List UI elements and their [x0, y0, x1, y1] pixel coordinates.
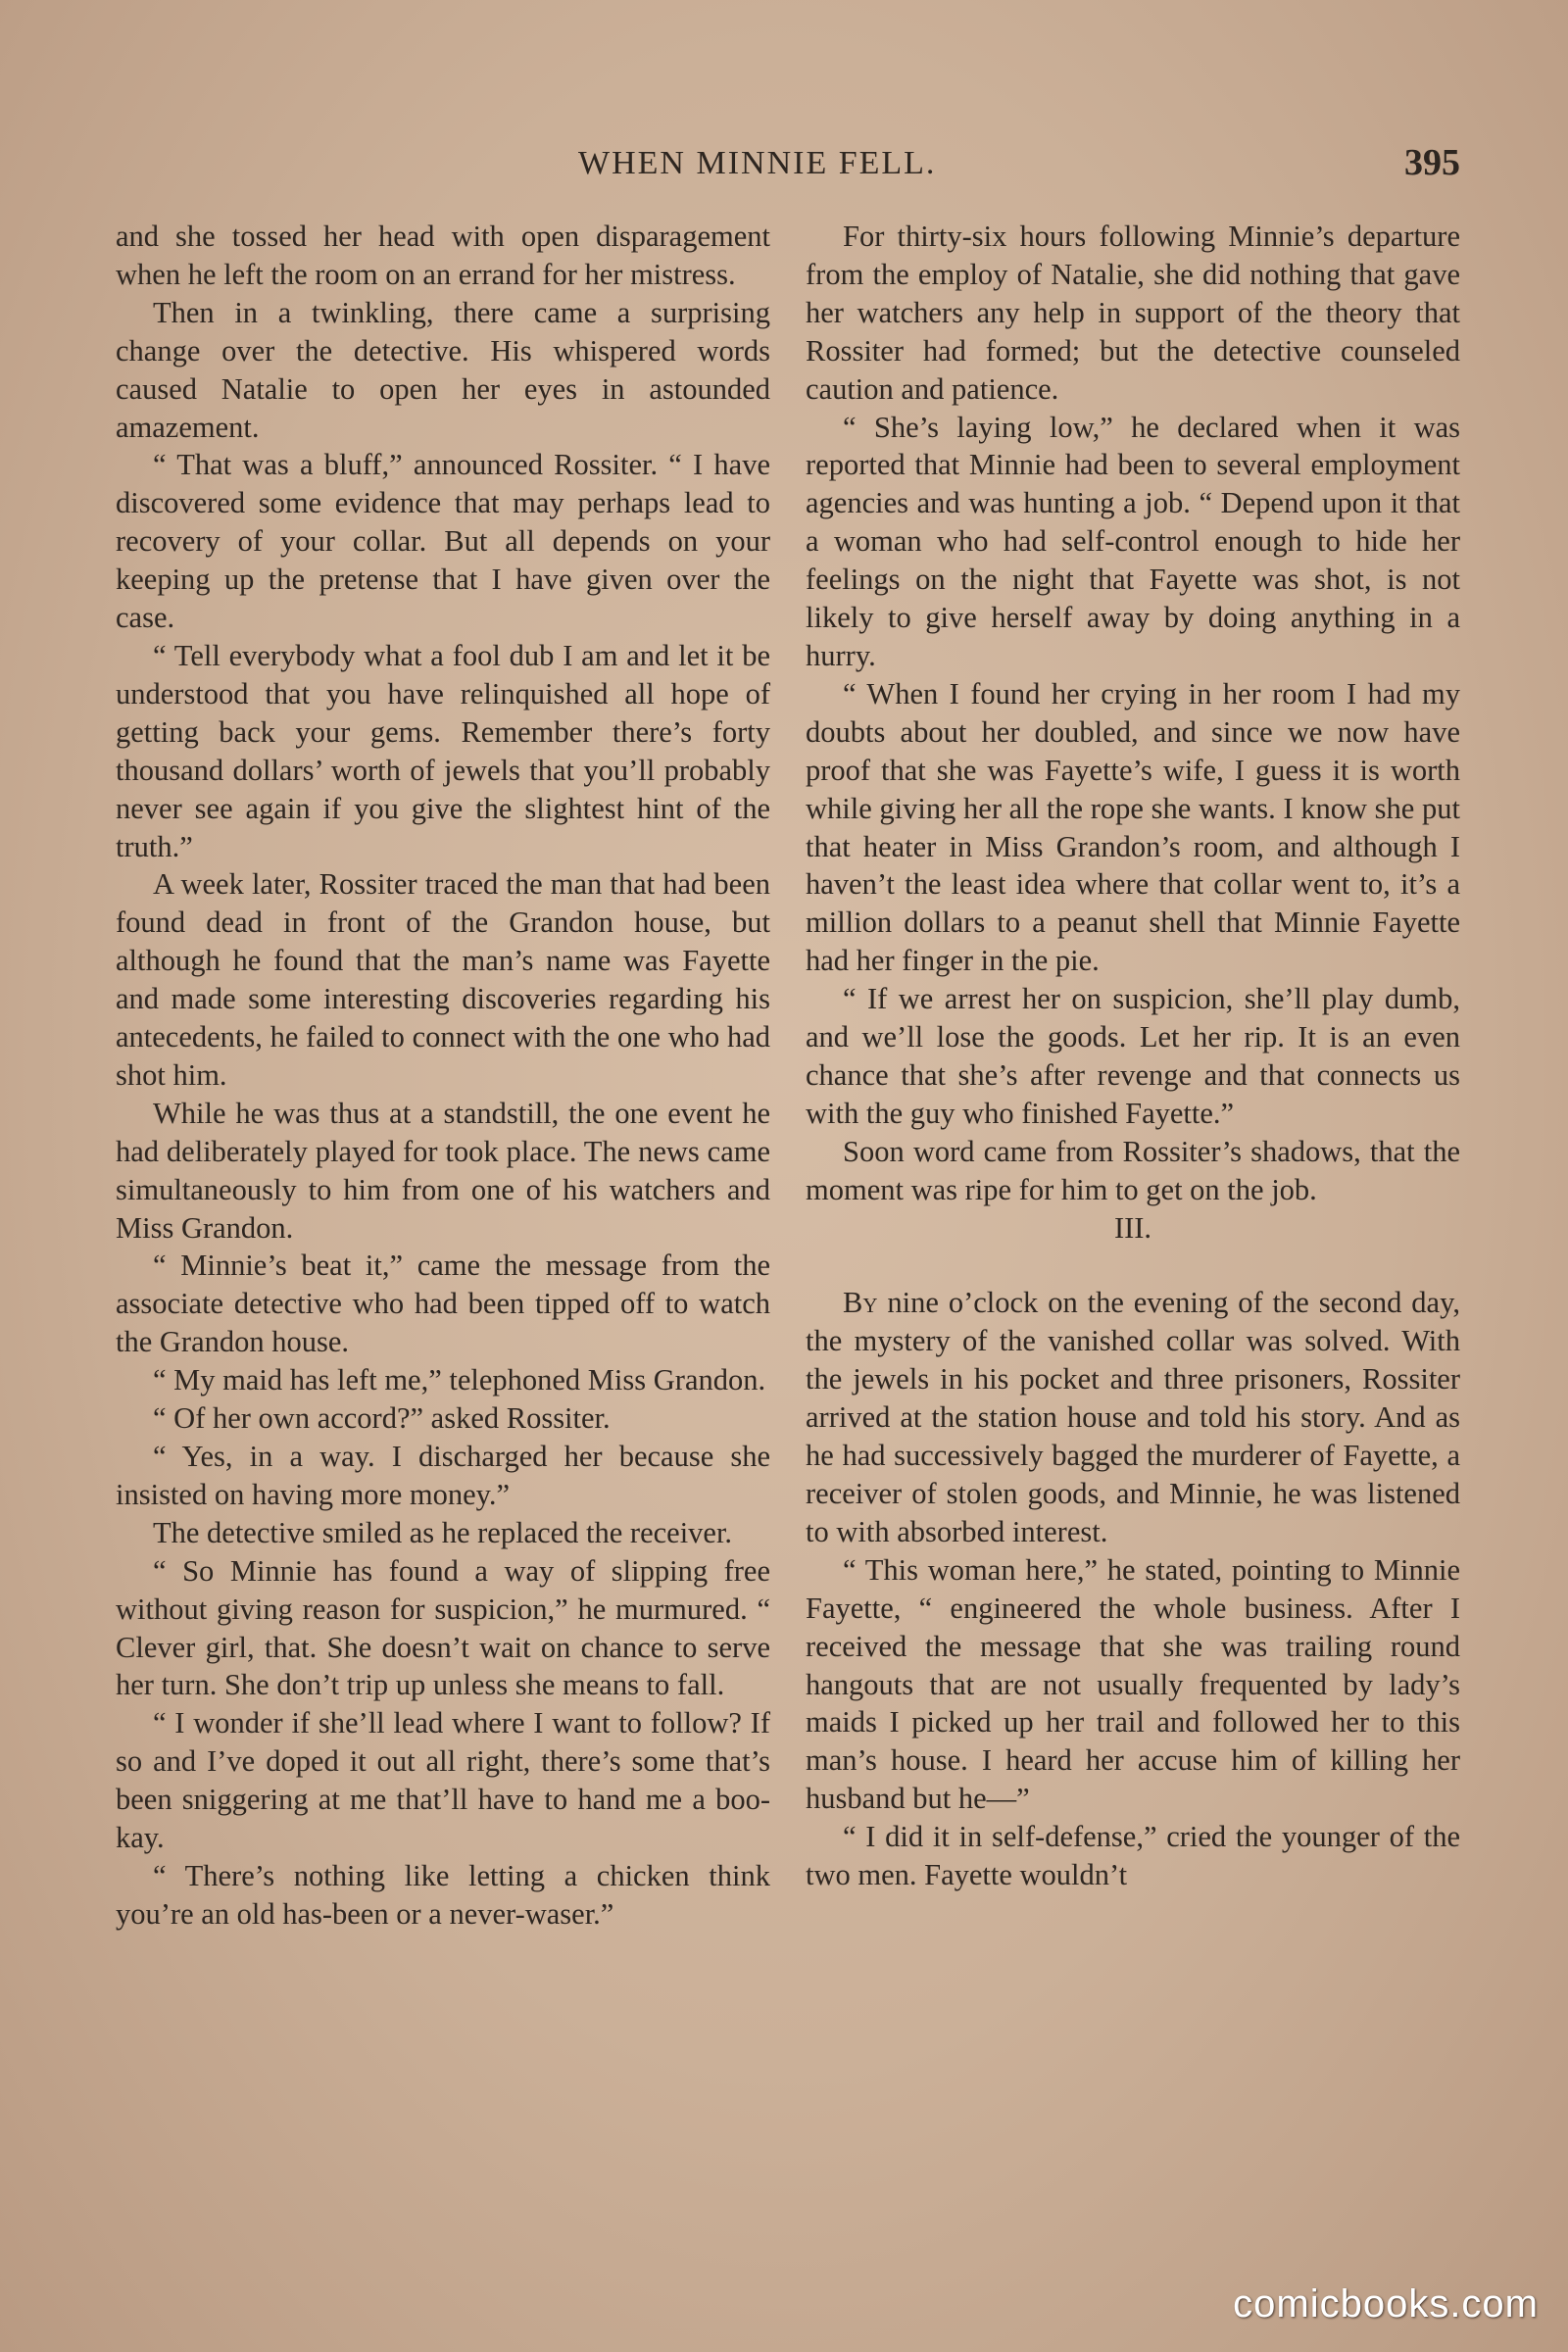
paragraph: “ My maid has left me,” telephoned Miss Grandon.	[153, 1363, 766, 1397]
paragraph: “ She’s laying low,” he declared when it was reported that Minnie had been to several employment agencies and was hunting a job. “ Depend upon it that a woman who had self-control enough to hide her feelings on the night that Fayette was shot, is not likely to give herself away by doing anything in a hurry.	[806, 410, 1460, 672]
paragraph: “ This woman here,” he stated, pointing to Minnie Fayette, “ engineered the whole business. After I received the message that she was trailing round hangouts that are not usually frequented by lady’s maids I picked up her trail and followed her to this man’s house. I heard her accuse him of killing her husband but he—”	[806, 1552, 1460, 1816]
paragraph: “ Of her own accord?” asked Rossiter.	[153, 1401, 611, 1436]
paragraph: “ There’s nothing like letting a chicken think you’re an old has-been or a never-waser.”	[116, 1858, 770, 1931]
right-column	[806, 218, 1460, 1894]
page-header	[116, 142, 1460, 194]
paragraph: “ Yes, in a way. I discharged her because she insisted on having more money.”	[116, 1440, 770, 1511]
paragraph: “ I did it in self-defense,” cried the younger of the two men. Fayette wouldn’t	[806, 1820, 1460, 1892]
section-opening-paragraph	[806, 1284, 1460, 1550]
paragraph: Then in a twinkling, there came a surprising change over the detective. His whispered words caused Natalie to open her eyes in astounded amazement.	[116, 295, 770, 444]
paragraph: “ So Minnie has found a way of slipping free without giving reason for suspicion,” he murmured. “ Clever girl, that. She doesn’t wait on chance to serve her turn. She don’t trip up unless she means to fall.	[116, 1553, 770, 1702]
section-heading: III.	[1113, 1210, 1152, 1245]
paragraph: “ Tell everybody what a fool dub I am and let it be understood that you have relinquished all hope of getting back your gems. Remember there’s forty thousand dollars’ worth of jewels that you’ll probably never see again if you give the slightest hint of the truth.”	[116, 638, 770, 863]
paragraph: Soon word came from Rossiter’s shadows, that the moment was ripe for him to get on the job.	[806, 1134, 1460, 1206]
paragraph: “ When I found her crying in her room I had my doubts about her doubled, and since we now have proof that she was Fayette’s wife, I guess it is worth while giving her all the rope she wants. I know she put that heater in Miss Grandon’s room, and although I haven’t the least idea where that collar went to, it’s a million dollars to a peanut shell that Minnie Fayette had her finger in the pie.	[806, 676, 1460, 978]
paragraph: A week later, Rossiter traced the man that had been found dead in front of the Grandon house, but although he found that the man’s name was Fayette and made some interesting discoveries regarding his antecedents, he failed to connect with the one who had shot him.	[116, 867, 770, 1092]
paragraph: While he was thus at a standstill, the one event he had deliberately played for took place. The news came simultaneously to him from one of his watchers and Miss Grandon.	[116, 1096, 770, 1245]
paragraph: “ That was a bluff,” announced Rossiter. “ I have discovered some evidence that may perhaps lead to recovery of your collar. But all depends on your keeping up the pretense that I have given over the case.	[116, 448, 770, 635]
left-column	[116, 218, 770, 1934]
small-caps-opening: By	[843, 1286, 878, 1320]
paragraph: and she tossed her head with open disparagement when he left the room on an errand for her mistress.	[116, 220, 770, 291]
running-title: WHEN MINNIE FELL.	[578, 145, 937, 181]
paragraph: “ I wonder if she’ll lead where I want to follow? If so and I’ve doped it out all right, there’s some that’s been sniggering at me that’ll have to hand me a boo-kay.	[116, 1706, 770, 1855]
paragraph: For thirty-six hours following Minnie’s departure from the employ of Natalie, she did nothing that gave her watchers any help in support of the theory that Rossiter had formed; but the detective counseled caution and patience.	[806, 220, 1460, 406]
opening-text: nine o’clock on the evening of the second day, the mystery of the vanished collar was solved. With the jewels in his pocket and three prisoners, Rossiter arrived at the station house and told his story. And as he had successively bagged the murderer of Fayette, a receiver of stolen goods, and Minnie, he was listened to with absorbed interest.	[806, 1286, 1460, 1548]
site-watermark: comicbooks.com	[1233, 2282, 1539, 2326]
paragraph: “ Minnie’s beat it,” came the message from the associate detective who had been tipped off to watch the Grandon house.	[116, 1249, 770, 1359]
page-number: 395	[1404, 142, 1460, 183]
paragraph: “ If we arrest her on suspicion, she’ll play dumb, and we’ll lose the goods. Let her rip. It is an even chance that she’s after revenge and that connects us with the guy who finished Fayette.”	[806, 982, 1460, 1130]
paragraph: The detective smiled as he replaced the receiver.	[153, 1515, 733, 1549]
